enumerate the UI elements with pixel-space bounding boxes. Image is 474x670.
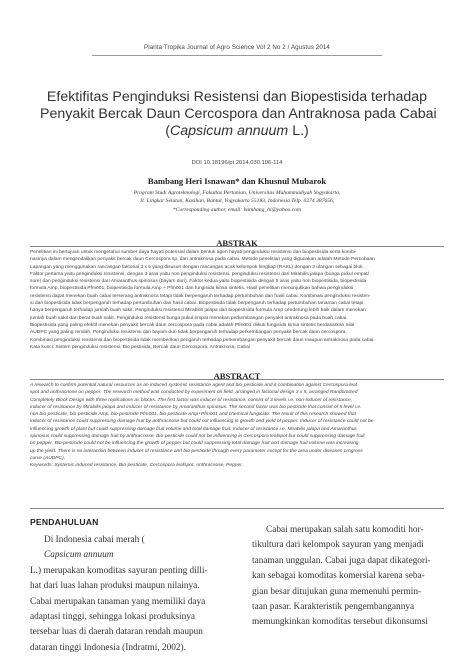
- text-line: nasinya dalam mengendalikan penyakit bercak daun Cercospora sp. dan antraknosa pada cabai. Metode penelitian yang digunakan adalah Metode Percobaan: [30, 257, 375, 263]
- abstract-bottom-divider: [30, 508, 444, 509]
- title-line-3: [40, 123, 434, 140]
- text-line: dataran tinggi Indonesia (Indratmi, 2002).: [30, 642, 186, 653]
- affiliation-line: Jl. Lingkar Selatan, Kasihan, Bantul, Yogyakarta 55183, Indonesia Telp. 0274 387656,: [139, 198, 335, 205]
- text-line: inducer of resistance by Mirabilis jalapa and inducer of resistance by Amaranthus spinosus. The second factor was bio pesticide that consist of 5 level i.e.: [30, 404, 362, 410]
- text-line: hat dari luas lahan produksi maupun nilainya.: [30, 581, 200, 592]
- text-line: inducer of resistance could suppressing damage fruit by anthracnose but could not influencing in growth and yield of pepper. Inducer of resistance could not be: [30, 419, 374, 425]
- journal-header: Planta Tropika Journal of Agro Science Vol 2 No 2 / Agustus 2014: [144, 44, 330, 51]
- text-line: Faktor pertama yaitu penginduksi resistensi, dengan 3 aras yaitu non penginduksi resistensi, penginduksi resistensi dari Mirabilis jalapa (bunga pukul empat/: [30, 271, 370, 277]
- text-line: Kombinasi penginduksi resistensi dan biopestisida tidak memberikan pengaruh terhadap perkembangan penyakit bercak daun maupun antraknosa pada cabai.: [30, 337, 375, 343]
- paper-title: [40, 89, 437, 140]
- text-line: on pepper. Bio-pesticide could not be influencing the growth of pepper but could suppressing total damage fruit and damage fruit volume was increasing: [30, 441, 359, 447]
- text-line: Cabai merupakan tanaman yang memiliki daya: [30, 596, 206, 607]
- title-paren-open: (: [165, 123, 170, 139]
- text-line: spinosus could suppressing damage fruit by anthracnose. Bio-pesticide could not be influencing in Cercospora leafspot but could suppressing damage fruit: [30, 434, 365, 440]
- section-heading-pendahuluan: PENDAHULUAN: [30, 517, 99, 527]
- abstrak-heading: ABSTRAK: [216, 238, 258, 248]
- text-line: sore) dan penginduksi resistensi dari Amaranthus spinosus (bayam duri). Faktor kedua yaitu biopestisida dengan 5 aras yaitu non biopestisida, biopestisida: [30, 279, 367, 285]
- title-line-2: Penyakit Bercak Daun Cercospora dan Antraknosa pada Cabai: [40, 106, 437, 122]
- abstract-divider: [30, 379, 444, 380]
- text-line: Keywords: Systemic induced resistance, Bio-pesticide, Cercospora leafspot, Anthracnose, Pepper.: [30, 463, 244, 469]
- text-line: formula Amp, biopestisida Pfm001, biopestisida formula Amp + Pfm001 dan fungisida kimia sintetis. Hasil penelitian menunjukkan bahwa penginduksi: [30, 286, 354, 292]
- text-line: kan sebagai komoditas komersial karena seba-: [252, 571, 425, 582]
- doi[interactable]: DOI 10.18196/pt.2014.030.106-114: [191, 160, 283, 166]
- abstract-body: [30, 382, 444, 470]
- text-line: gian besar ditujukan guna memenuhi permin-: [252, 586, 422, 597]
- text-line: tikultura dari kelompok sayuran yang menjadi: [252, 540, 424, 551]
- text-line: resistensi dapat menekan buah cabai terserang antraknosa tetapi tidak berpengaruh terhadap pertumbuhan dan hasil cabai. Kombinasi penginduksi resisten-: [30, 293, 371, 299]
- text-line: AUDPC yang paling rendah. Penginduksi resistensi dari bayam duri tidak berpengaruh terhadap perkembangan penyakit bercak daun cercospora.: [30, 330, 347, 336]
- text-line: influencing growth of plant but could suppressing damage fruit volume and total damage fruit. Inducer of resistance i.e. Mirabilis jalapa and Amaranthus: [30, 426, 357, 432]
- text-line: spot and anthracnose on pepper. The research method was conducted by experiment on field, arranged in factorial design 3 x 5, arranged Randomized: [30, 390, 358, 396]
- abstract-heading: ABSTRACT: [213, 371, 261, 381]
- text-line: Kata kunci: Sistem penginduksi resistensi, Bio pestisida, Bercak daun Cercospora, Antraknosa, Cabai: [30, 344, 250, 350]
- text-line: taan pasar. Karakteristik pengembangannya: [252, 602, 415, 613]
- intro-right-column: [252, 523, 447, 631]
- abstrak-divider: [30, 246, 444, 247]
- title-paren-close: L.): [288, 123, 309, 139]
- text-line: A research to confirm potential natural resources as an induced systemic resistance agent and bio-pesticide and it combination against Cercospora leaf: [30, 383, 358, 388]
- text-line: L.) merupakan komoditas sayuran penting dilli-: [30, 565, 208, 576]
- intro-left-column: [30, 533, 235, 656]
- text-line: tersebar luas di daerah dataran rendah maupun: [30, 627, 203, 638]
- text-line: non bio-pesticide, bio-pesticide Amp, bio-pesticide Pfm001, bio-pesticide Amp+Pfm001 and chemical fungicide. The result of this research showed that: [30, 412, 356, 418]
- text-line: jumlah buah sakit dan berat buah sakit. Penginduksi resistensi bunga pukul empat menekan perkembangan penyakit antraknosa pada buah cabai.: [30, 315, 348, 321]
- affiliation: [0, 189, 474, 214]
- text-line: Biopestisida yang paling efektif menekan penyakit bercak daun cercospora pada cabai adalah Pfm001 diikuti fungisida kimia sintetis berdasarkan nilai: [30, 322, 355, 328]
- title-line-1: Efektifitas Penginduksi Resistensi dan Biopestisida terhadap: [46, 89, 428, 105]
- header-divider: [92, 55, 382, 56]
- intro-paragraph-line: [30, 533, 235, 564]
- text-line: adaptasi tinggi, sehingga lokasi produksinya: [30, 612, 195, 623]
- affiliation-line: Program Studi Agroteknologi, Fakultas Pertanian, Universitas Muhammadiyah Yogyakarta,: [133, 190, 341, 196]
- corresponding-author[interactable]: *Corresponding author, email: bambang_hi@yahoo.com: [172, 206, 302, 213]
- text-line: hanya berpengaruh terhadap jumlah buah sakit. Penginduksi resistensi Mirabilis jalapa dan biopestisida formula Amp cenderung lebih baik dalam menekan: [30, 308, 366, 314]
- intro-text: Di Indonesia cabai merah (: [44, 535, 145, 545]
- text-line: Lapangan yang menggunakan rancangan faktorial 3 x 5 yang disusun dengan rancangan acak kelompok lengkap (RAKL) dengan 3 ulangan sebagai blok.: [30, 264, 364, 270]
- text-line: up the yield. There is no interaction between inducer of resistance and bio-pesticide through every parameter except for the area under diseases progress: [30, 448, 363, 454]
- text-line: curve (AUDPC).: [30, 455, 66, 461]
- authors: Bambang Heri Isnawan* dan Khusnul Mubarok: [147, 176, 327, 186]
- intro-scientific-name: Capsicum annuum: [44, 550, 114, 561]
- abstrak-body: [30, 249, 444, 351]
- text-line: Cabai merupakan salah satu komoditi hor-: [266, 525, 424, 535]
- title-scientific-name: Capsicum annuum: [169, 123, 289, 139]
- text-line: memungkinkan komoditas tersebut dikonsumsi: [252, 617, 428, 628]
- text-line: Completely Block Design with three replications as blocks. The first factor was inducer of resistance, consist of 3 levels i.e. non-inducer of resistance,: [30, 397, 353, 403]
- text-line: Penelitian ini bertujuan untuk mengetahui sumber daya hayati potensial dalam bentuk agen hayati penginduksi resistensi dan biopestisida serta kombi-: [30, 250, 357, 255]
- text-line: si dan biopestisida tidak berpengaruh terhadap pertumbuhan dan hasil cabai. Biopestisida tidak berpengaruh terhadap pertumbuhan tanaman cabai tetapi: [30, 301, 364, 307]
- text-line: tanaman unggulan. Cabai juga dapat dikategori-: [252, 555, 431, 566]
